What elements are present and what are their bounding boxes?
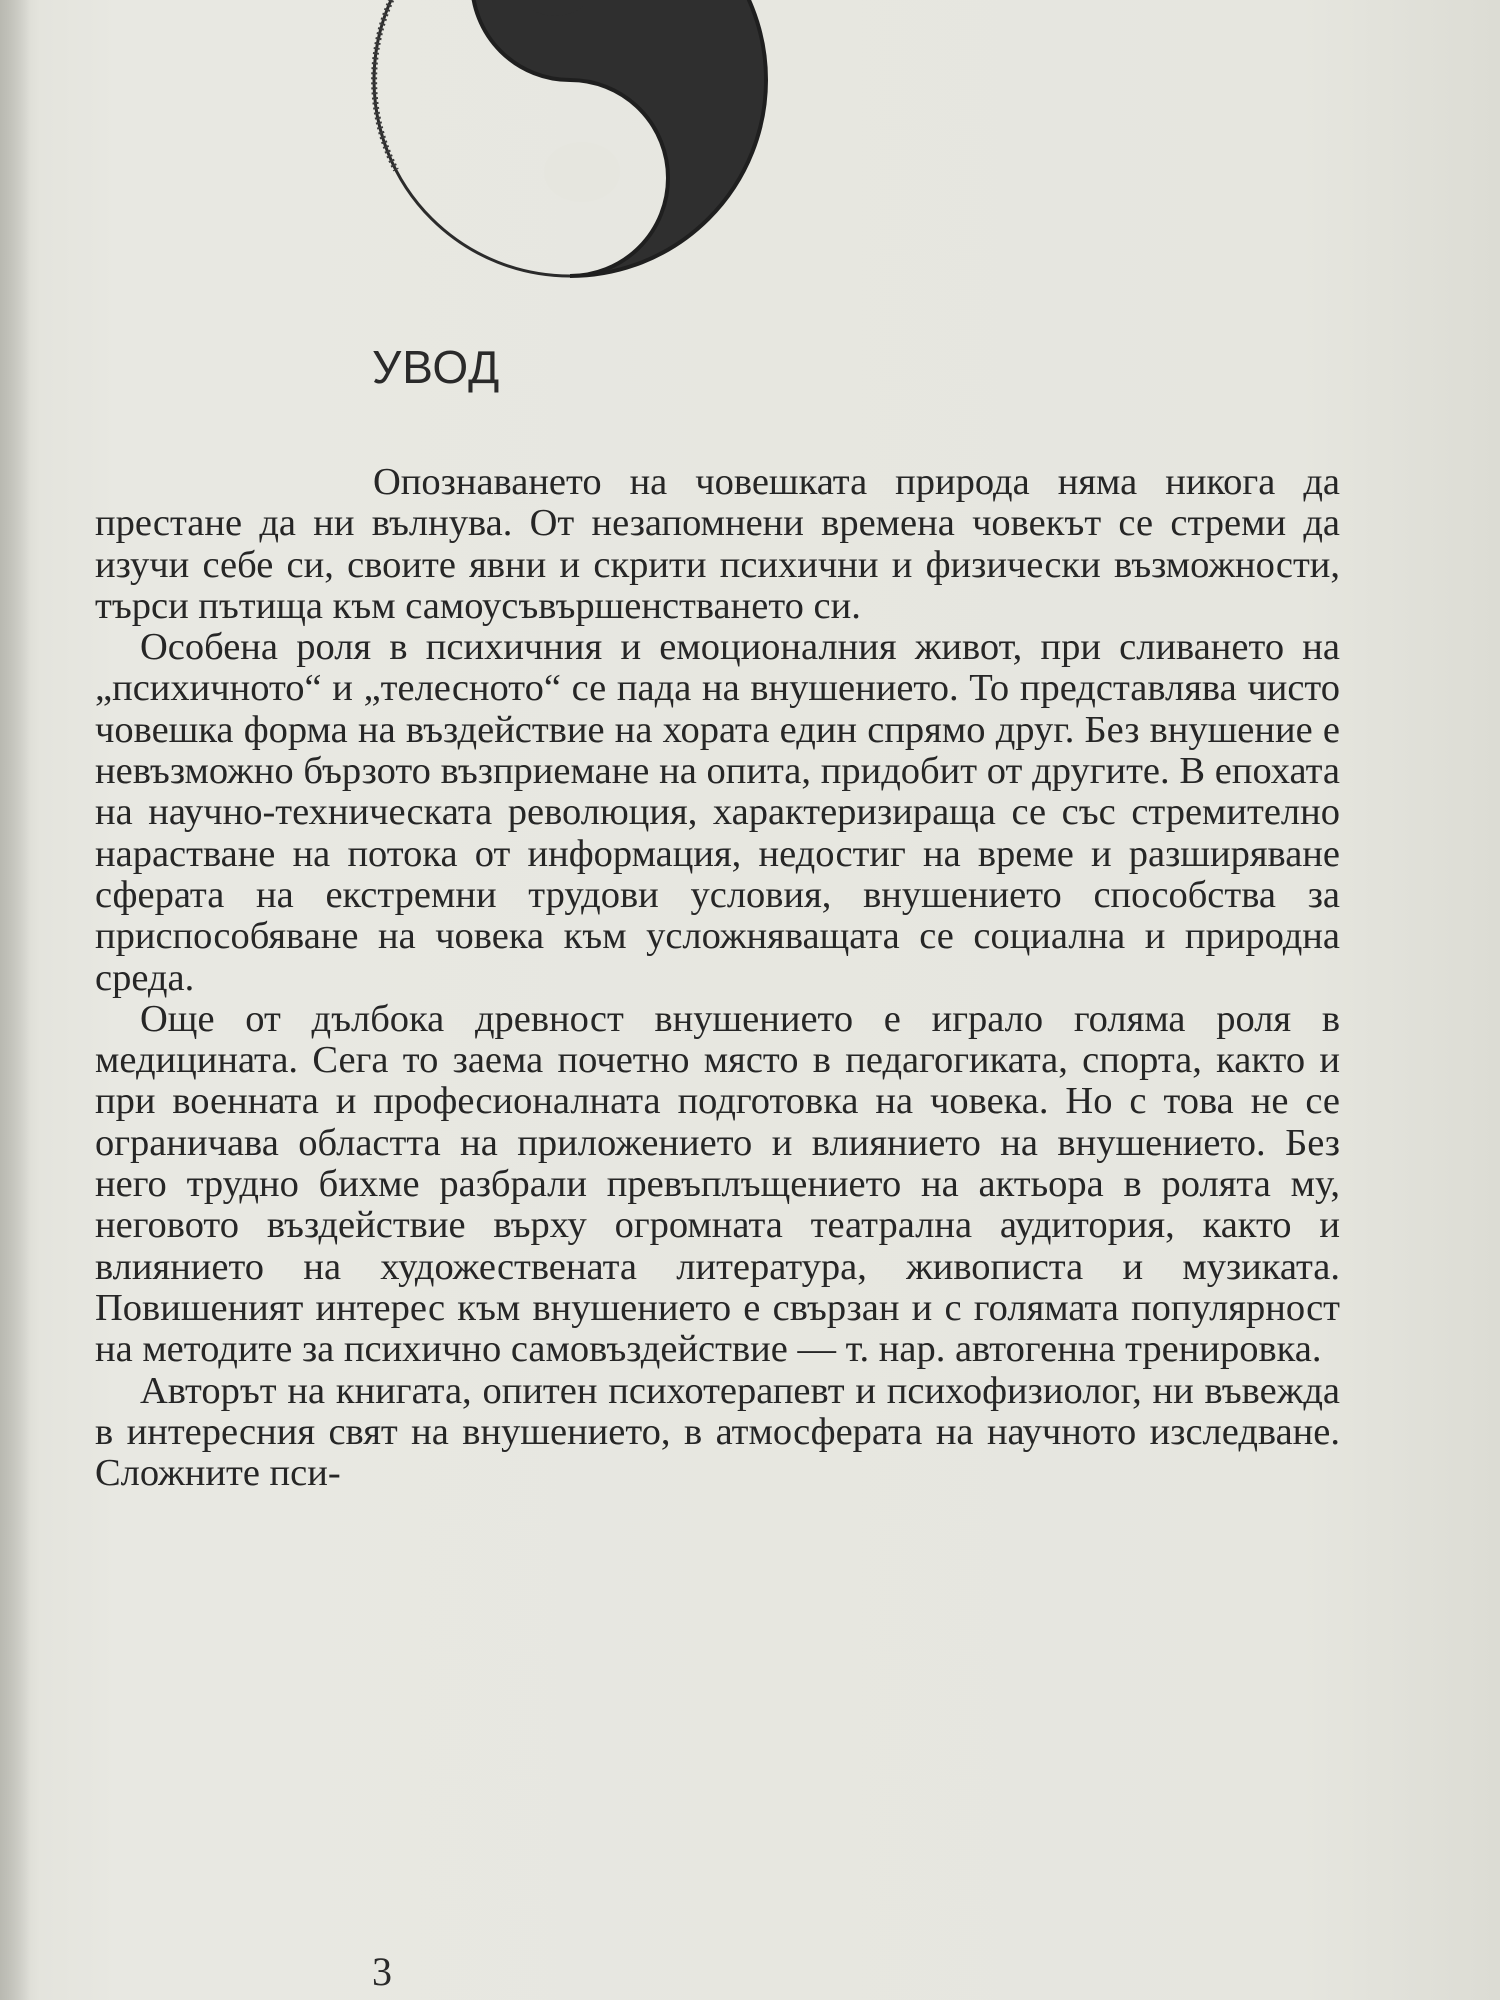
emblem-light-dot bbox=[544, 142, 620, 202]
chapter-title: УВОД bbox=[372, 341, 501, 393]
paragraph-4: Авторът на книгата, опитен психотерапевт и психофизиолог, ни въвежда в интересния свят на внушението, в атмосферата на научното изследване. Сложните пси- bbox=[95, 1369, 1340, 1495]
body-text bbox=[95, 462, 1340, 1494]
yin-yang-icon bbox=[360, 0, 780, 290]
emblem-dark-half bbox=[472, 0, 766, 276]
paragraph-2: Особена роля в психичния и емоционалния живот, при сливането на „психичното“ и „телесното“ се пада на внушението. То представлява чисто човешка форма на въздействие на хората един спрямо друг. Без внушение е невъзможно бързото възприемане на опита, придобит от другите. В епохата на научно-техническата революция, характеризираща се със стремително нарастване на потока от информация, недостиг на време и разширяване сферата на екстремни трудови условия, внушението способства за приспособяване на човека към усложняващата се социална и природна среда. bbox=[95, 626, 1340, 999]
paragraph-3: Още от дълбока древност внушението е играло голяма роля в медицината. Сега то заема почетно място в педагогиката, спорта, както и при военната и професионалната подготовка на човека. Но с това не се ограничава областта на приложението и влиянието на внушението. Без него трудно бихме разбрали превъплъщението на актьора в ролята му, неговото въздействие върху огромната театрална аудитория, както и влиянието на художествената литература, живописта и музиката. Повишеният интерес към внушението е свързан и с голямата популярност на методите за психично самовъздействие — т. нар. автогенна тренировка. bbox=[95, 997, 1340, 1371]
spine-shadow bbox=[0, 0, 30, 2000]
paragraph-1: Опознаването на човешката природа няма никога да престане да ни вълнува. От незапомнени времена човекът се стреми да изучи себе си, своите явни и скрити психични и физически възможности, търси пътища към самоусъвършенстването си. bbox=[95, 461, 1340, 627]
page-number: 3 bbox=[372, 1949, 392, 1994]
